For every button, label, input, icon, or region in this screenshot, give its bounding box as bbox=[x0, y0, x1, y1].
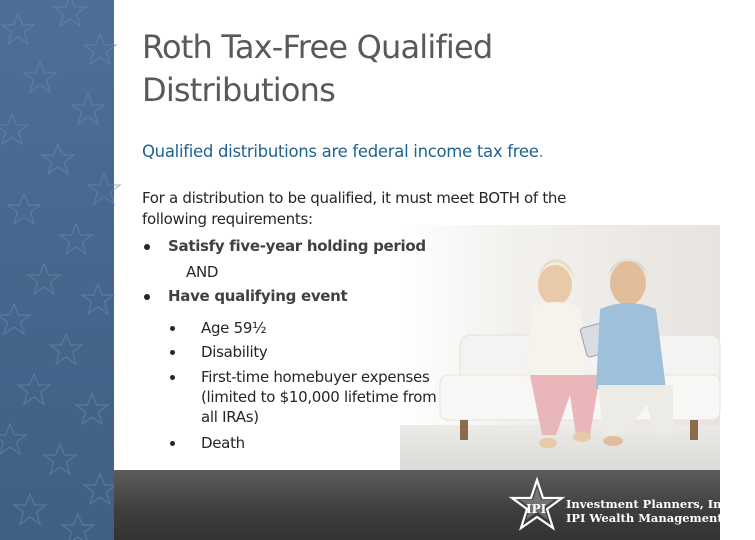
bullet-icon bbox=[144, 294, 150, 300]
subtitle-text: Qualified distributions are federal income tax free bbox=[142, 142, 539, 161]
intro-text: For a distribution to be qualified, it must meet BOTH of the following requirements: bbox=[142, 189, 567, 228]
decorative-sidebar bbox=[0, 0, 114, 540]
bullet-icon bbox=[170, 326, 175, 331]
event-label: Death bbox=[201, 434, 245, 452]
star-logo-icon bbox=[509, 478, 565, 534]
bullet-icon bbox=[144, 244, 150, 250]
event-label: Disability bbox=[201, 343, 268, 361]
logo-company-name: Investment Planners, Inc. bbox=[566, 497, 733, 511]
event-label: Age 59½ bbox=[201, 319, 267, 337]
connector-text: AND bbox=[186, 263, 219, 281]
footer-band bbox=[114, 470, 755, 540]
slide-body bbox=[142, 188, 612, 452]
event-label: First-time homebuyer expenses (limited to $10,000 lifetime from all IRAs) bbox=[201, 368, 437, 426]
requirement-label: Satisfy five-year holding period bbox=[168, 237, 426, 255]
logo-company-name-2: IPI Wealth Management, Inc. bbox=[566, 511, 755, 525]
couple-photo bbox=[400, 225, 720, 470]
bullet-icon bbox=[170, 441, 175, 446]
slide-subtitle bbox=[142, 142, 662, 161]
requirement-label: Have qualifying event bbox=[168, 287, 348, 305]
company-logo bbox=[509, 478, 755, 534]
subtitle-period: . bbox=[538, 142, 544, 161]
slide-title: Roth Tax-Free Qualified Distributions bbox=[142, 28, 493, 109]
logo-mark-text: IPI bbox=[526, 502, 547, 516]
bullet-icon bbox=[170, 350, 175, 355]
bullet-icon bbox=[170, 375, 175, 380]
star-pattern bbox=[0, 0, 114, 540]
